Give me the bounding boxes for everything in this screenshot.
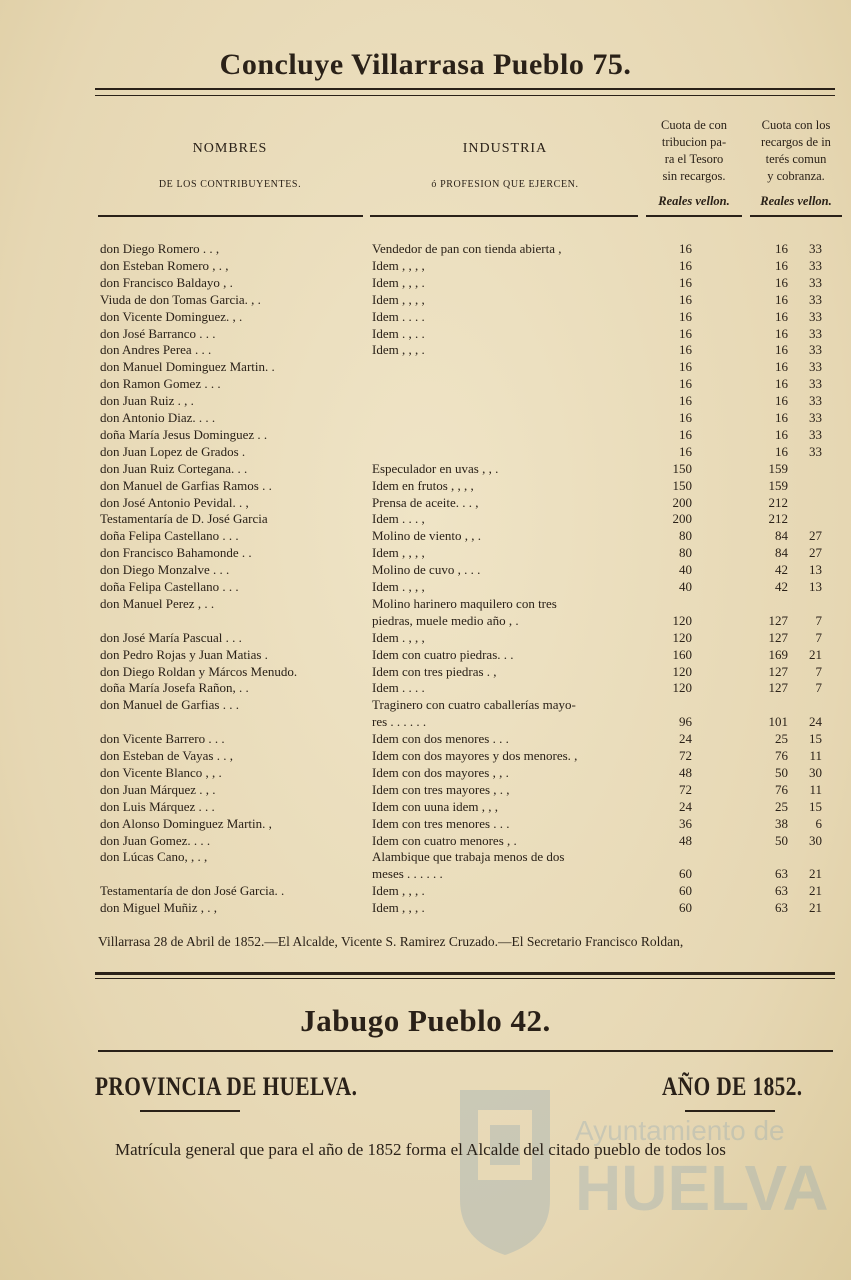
- cuota-recargos-maravedis-cell: 33: [809, 426, 822, 442]
- header-nombres: NOMBRES: [192, 141, 268, 156]
- table-row: [0, 882, 851, 899]
- cuota-tesoro-cell: 16: [679, 291, 692, 307]
- header-cuota-recargos-line: terés comun: [765, 152, 827, 166]
- cuota-tesoro-cell: 16: [679, 241, 692, 256]
- cuota-recargos-maravedis-cell: 33: [809, 376, 822, 392]
- cuota-recargos-maravedis-cell: 33: [809, 359, 822, 375]
- table-row: [0, 899, 851, 916]
- title-rule-thin: [95, 95, 835, 96]
- cuota-recargos-reales-cell: 42: [775, 562, 788, 578]
- industria-cell: Idem con tres piedras . ,: [372, 663, 497, 679]
- cuota-recargos-reales-cell: 16: [775, 325, 788, 341]
- table-row: [0, 443, 851, 460]
- industria-cell: Especulador en uvas , , .: [372, 460, 499, 476]
- header-cuota-tesoro: [644, 117, 744, 185]
- contribuyente-name: don Lúcas Cano, , . ,: [100, 849, 208, 865]
- contribuyente-name: don Francisco Bahamonde . .: [100, 545, 252, 561]
- cuota-tesoro-cell: 16: [679, 443, 692, 459]
- page-title: Concluye Villarrasa Pueblo 75.: [219, 48, 632, 81]
- cuota-recargos-maravedis-cell: 13: [809, 579, 822, 594]
- table-row: [0, 663, 851, 680]
- industria-cell: Idem con dos mayores , , .: [372, 764, 509, 780]
- cuota-recargos-reales-cell: 16: [775, 426, 788, 442]
- header-industria-sub: ó PROFESION QUE EJERCEN.: [431, 179, 579, 190]
- table-row: [0, 629, 851, 646]
- header-cuota-recargos: [748, 117, 844, 185]
- cuota-recargos-maravedis-cell: 15: [809, 731, 822, 747]
- cuota-tesoro-cell: 48: [679, 764, 692, 780]
- cuota-tesoro-cell: 16: [679, 426, 692, 442]
- cuota-recargos-maravedis-cell: 33: [809, 325, 822, 341]
- header-cuota-tesoro-line: ra el Tesoro: [664, 152, 724, 166]
- cuota-tesoro-cell: 40: [679, 562, 692, 578]
- cuota-tesoro-cell: 96: [679, 714, 692, 730]
- industria-cell: Idem . , . .: [372, 325, 425, 341]
- cuota-tesoro-cell: 150: [672, 460, 692, 476]
- table-row: [0, 460, 851, 477]
- cuota-tesoro-cell: 80: [679, 545, 692, 561]
- table-row: [0, 409, 851, 426]
- cuota-recargos-reales-cell: 16: [775, 410, 788, 425]
- cuota-recargos-reales-cell: 63: [775, 866, 788, 882]
- cuota-recargos-reales-cell: 16: [775, 308, 788, 324]
- cuota-tesoro-cell: 72: [679, 748, 692, 763]
- contribuyente-name: don Diego Monzalve . . .: [100, 562, 230, 578]
- header-cuota-recargos-unit: Reales vellon.: [760, 194, 832, 208]
- cuota-recargos-reales-cell: 127: [768, 663, 788, 679]
- cuota-recargos-maravedis-cell: 13: [809, 562, 822, 578]
- cuota-recargos-maravedis-cell: 33: [809, 410, 822, 425]
- table-row: [0, 527, 851, 544]
- contribuyente-name: doña Felipa Castellano . . .: [100, 579, 239, 594]
- table-row: [0, 561, 851, 578]
- industria-cell: Idem con tres menores . . .: [372, 815, 510, 831]
- industria-cell: meses . . . . . .: [372, 866, 443, 882]
- industria-cell: Molino de viento , , .: [372, 528, 482, 544]
- cuota-recargos-reales-cell: 84: [775, 545, 788, 561]
- cuota-recargos-maravedis-cell: 11: [809, 748, 822, 763]
- header-cuota-recargos-line: Cuota con los: [761, 118, 831, 132]
- cuota-recargos-reales-cell: 16: [775, 393, 788, 409]
- cuota-recargos-maravedis-cell: 21: [809, 646, 822, 662]
- contribuyente-name: don Luis Márquez . . .: [100, 798, 215, 814]
- cuota-recargos-reales-cell: 127: [768, 629, 788, 645]
- contribuyente-name: don Alonso Dominguez Martin. ,: [100, 815, 272, 831]
- table-row: [0, 679, 851, 696]
- contribuyente-name: don Esteban de Vayas . . ,: [100, 748, 233, 763]
- contribuyente-name: don Andres Perea . . .: [100, 342, 212, 358]
- cuota-recargos-reales-cell: 169: [768, 646, 788, 662]
- cuota-recargos-reales-cell: 16: [775, 443, 788, 459]
- table-row: [0, 375, 851, 392]
- cuota-recargos-reales-cell: 16: [775, 291, 788, 307]
- cuota-tesoro-cell: 60: [679, 900, 692, 916]
- cuota-recargos-maravedis-cell: 7: [815, 612, 822, 628]
- cuota-recargos-maravedis-cell: 21: [809, 900, 822, 916]
- cuota-tesoro-cell: 16: [679, 274, 692, 290]
- industria-cell: Idem . , , ,: [372, 629, 425, 645]
- cuota-recargos-maravedis-cell: 7: [815, 663, 822, 679]
- ornament-rule: [140, 1110, 240, 1112]
- table-row: [0, 257, 851, 274]
- watermark-text: HUELVA: [575, 1152, 829, 1224]
- contribuyente-name: doña Felipa Castellano . . .: [100, 528, 239, 544]
- cuota-tesoro-cell: 36: [679, 815, 692, 831]
- industria-cell: Idem . . . ,: [372, 511, 425, 527]
- section-rule: [95, 972, 835, 975]
- contribuyente-name: don Juan Lopez de Grados .: [100, 443, 246, 459]
- cuota-recargos-maravedis-cell: 21: [809, 866, 822, 882]
- cuota-recargos-reales-cell: 63: [775, 900, 788, 916]
- industria-cell: res . . . . . .: [372, 714, 427, 730]
- header-industria: INDUSTRIA: [462, 141, 548, 156]
- industria-cell: Idem con dos menores . . .: [372, 731, 509, 747]
- cuota-recargos-reales-cell: 16: [775, 342, 788, 358]
- cuota-tesoro-cell: 24: [679, 798, 692, 814]
- contribuyente-name: don Miguel Muñiz , . ,: [100, 900, 217, 916]
- header-rule: [646, 215, 742, 217]
- industria-cell: Idem con tres mayores , . ,: [372, 781, 510, 797]
- cuota-tesoro-cell: 200: [672, 494, 692, 510]
- industria-cell: Idem , , , .: [372, 900, 425, 916]
- cuota-tesoro-cell: 150: [672, 477, 692, 493]
- contribuyente-name: don Antonio Diaz. . . .: [100, 410, 216, 425]
- industria-cell: Idem con dos mayores y dos menores. ,: [372, 748, 578, 763]
- industria-cell: Alambique que trabaja menos de dos: [372, 849, 565, 865]
- cuota-recargos-reales-cell: 159: [768, 460, 788, 476]
- table-row: [0, 696, 851, 713]
- cuota-recargos-maravedis-cell: 21: [809, 883, 822, 899]
- cuota-recargos-maravedis-cell: 6: [815, 815, 822, 831]
- intro-text: Matrícula general que para el año de 1852 forma el Alcalde del citado pueblo de todos los: [115, 1140, 726, 1159]
- contribuyente-name: don Diego Roldan y Márcos Menudo.: [100, 663, 298, 679]
- table-row: [0, 578, 851, 595]
- table-row: [0, 764, 851, 781]
- contribuyente-name: don Diego Romero . . ,: [100, 241, 220, 256]
- industria-cell: Idem . . . .: [372, 308, 425, 324]
- table-row: [0, 865, 851, 882]
- cuota-recargos-reales-cell: 16: [775, 241, 788, 256]
- cuota-recargos-reales-cell: 25: [775, 731, 788, 747]
- contribuyente-name: Viuda de don Tomas Garcia. , .: [100, 291, 261, 307]
- header-rule: [98, 215, 363, 217]
- industria-cell: Traginero con cuatro caballerías mayo-: [372, 697, 576, 713]
- contribuyente-name: don Ramon Gomez . . .: [100, 376, 221, 392]
- cuota-tesoro-cell: 120: [672, 680, 692, 696]
- cuota-recargos-maravedis-cell: 33: [809, 393, 822, 409]
- contribuyente-name: don Juan Ruiz Cortegana. . .: [100, 460, 248, 476]
- header-cuota-recargos-line: recargos de in: [761, 135, 831, 149]
- table-row: [0, 815, 851, 832]
- cuota-tesoro-cell: 16: [679, 342, 692, 358]
- contribuyente-name: don Pedro Rojas y Juan Matias .: [100, 646, 268, 662]
- contribuyente-name: doña María Josefa Rañon, . .: [100, 680, 249, 696]
- cuota-recargos-reales-cell: 159: [768, 477, 788, 493]
- table-row: [0, 730, 851, 747]
- cuota-recargos-maravedis-cell: 27: [809, 528, 822, 544]
- industria-cell: Idem , , , ,: [372, 257, 425, 273]
- cuota-recargos-maravedis-cell: 33: [809, 274, 822, 290]
- table-row: [0, 848, 851, 865]
- table-row: [0, 477, 851, 494]
- anio-heading: AÑO DE 1852.: [662, 1072, 803, 1101]
- contribuyente-name: don Esteban Romero , . ,: [100, 257, 229, 273]
- watermark-text: Ayuntamiento de: [575, 1115, 785, 1146]
- contribuyente-name: don José Antonio Pevidal. . ,: [100, 494, 249, 510]
- cuota-tesoro-cell: 16: [679, 410, 692, 425]
- industria-cell: Prensa de aceite. . . ,: [372, 494, 479, 510]
- table-row: [0, 747, 851, 764]
- industria-cell: Idem con uuna idem , , ,: [372, 798, 498, 814]
- cuota-recargos-reales-cell: 42: [775, 579, 788, 594]
- industria-cell: Idem con cuatro piedras. . .: [372, 646, 514, 662]
- contribuyente-name: don José María Pascual . . .: [100, 629, 242, 645]
- cuota-recargos-maravedis-cell: 11: [809, 781, 822, 797]
- contribuyente-name: don José Barranco . . .: [100, 325, 216, 341]
- cuota-recargos-reales-cell: 16: [775, 257, 788, 273]
- cuota-recargos-maravedis-cell: 7: [815, 629, 822, 645]
- cuota-recargos-reales-cell: 76: [775, 748, 788, 763]
- header-cuota-recargos-line: y cobranza.: [767, 169, 825, 183]
- table-row: [0, 781, 851, 798]
- industria-cell: Idem en frutos , , , ,: [372, 477, 474, 493]
- contribuyente-name: don Juan Márquez . , .: [100, 781, 216, 797]
- contribuyente-name: don Francisco Baldayo , .: [100, 274, 233, 290]
- cuota-tesoro-cell: 48: [679, 832, 692, 848]
- cuota-recargos-reales-cell: 38: [775, 815, 788, 831]
- header-cuota-tesoro-line: Cuota de con: [661, 118, 727, 132]
- industria-cell: Molino de cuvo , . . .: [372, 562, 481, 578]
- industria-cell: Vendedor de pan con tienda abierta ,: [372, 241, 562, 256]
- table-row: [0, 510, 851, 527]
- contribuyente-name: doña María Jesus Dominguez . .: [100, 426, 268, 442]
- cuota-recargos-reales-cell: 101: [768, 714, 788, 730]
- cuota-tesoro-cell: 72: [679, 781, 692, 797]
- contribuyente-name: Testamentaría de don José Garcia. .: [100, 883, 285, 899]
- table-row: [0, 274, 851, 291]
- table-row: [0, 308, 851, 325]
- cuota-recargos-maravedis-cell: 33: [809, 308, 822, 324]
- section-rule-thin: [95, 978, 835, 979]
- cuota-tesoro-cell: 60: [679, 883, 692, 899]
- cuota-recargos-maravedis-cell: 33: [809, 291, 822, 307]
- cuota-tesoro-cell: 60: [679, 866, 692, 882]
- table-row: [0, 612, 851, 629]
- title-rule: [95, 88, 835, 90]
- industria-cell: Idem . , , ,: [372, 579, 425, 594]
- cuota-tesoro-cell: 160: [672, 646, 692, 662]
- table-row: [0, 358, 851, 375]
- cuota-tesoro-cell: 16: [679, 359, 692, 375]
- table-row: [0, 595, 851, 612]
- cuota-recargos-reales-cell: 212: [768, 494, 788, 510]
- contribuyente-name: don Vicente Blanco , , .: [100, 764, 222, 780]
- industria-cell: Idem . . . .: [372, 680, 425, 696]
- cuota-recargos-reales-cell: 50: [775, 832, 788, 848]
- cuota-tesoro-cell: 200: [672, 511, 692, 527]
- cuota-tesoro-cell: 24: [679, 731, 692, 747]
- header-rule: [370, 215, 638, 217]
- cuota-tesoro-cell: 16: [679, 308, 692, 324]
- cuota-tesoro-cell: 40: [679, 579, 692, 594]
- ornament-rule: [685, 1110, 775, 1112]
- cuota-recargos-reales-cell: 127: [768, 680, 788, 696]
- cuota-recargos-maravedis-cell: 30: [809, 832, 822, 848]
- header-rule: [750, 215, 842, 217]
- table-row: [0, 646, 851, 663]
- contribuyente-name: Testamentaría de D. José Garcia: [100, 511, 268, 527]
- cuota-tesoro-cell: 16: [679, 376, 692, 392]
- cuota-tesoro-cell: 16: [679, 257, 692, 273]
- table-row: [0, 392, 851, 409]
- table-row: [0, 325, 851, 342]
- industria-cell: Idem con cuatro menores , .: [372, 832, 517, 848]
- cuota-tesoro-cell: 120: [672, 663, 692, 679]
- cuota-recargos-reales-cell: 76: [775, 781, 788, 797]
- second-title-rule: [98, 1050, 833, 1052]
- contribuyente-name: don Vicente Dominguez. , .: [100, 308, 243, 324]
- table-row: [0, 426, 851, 443]
- cuota-recargos-reales-cell: 16: [775, 376, 788, 392]
- table-row: [0, 240, 851, 257]
- contribuyente-name: don Manuel Perez , . .: [100, 595, 215, 611]
- table-row: [0, 713, 851, 730]
- provincia-heading: PROVINCIA DE HUELVA.: [95, 1072, 358, 1101]
- cuota-tesoro-cell: 120: [672, 629, 692, 645]
- cuota-recargos-maravedis-cell: 33: [809, 257, 822, 273]
- industria-cell: Idem , , , .: [372, 883, 425, 899]
- table-row: [0, 832, 851, 849]
- signature-line: Villarrasa 28 de Abril de 1852.—El Alcalde, Vicente S. Ramirez Cruzado.—El Secretario Francisco Roldan,: [98, 934, 684, 949]
- industria-cell: Idem , , , ,: [372, 291, 425, 307]
- cuota-recargos-maravedis-cell: 27: [809, 545, 822, 561]
- cuota-recargos-maravedis-cell: 30: [809, 764, 822, 780]
- cuota-recargos-maravedis-cell: 33: [809, 241, 822, 256]
- cuota-recargos-reales-cell: 16: [775, 359, 788, 375]
- cuota-recargos-maravedis-cell: 33: [809, 342, 822, 358]
- cuota-recargos-reales-cell: 63: [775, 883, 788, 899]
- cuota-recargos-reales-cell: 212: [768, 511, 788, 527]
- table-row: [0, 291, 851, 308]
- cuota-recargos-maravedis-cell: 15: [809, 798, 822, 814]
- contribuyente-name: don Manuel de Garfias . . .: [100, 697, 239, 713]
- cuota-recargos-reales-cell: 84: [775, 528, 788, 544]
- cuota-recargos-maravedis-cell: 24: [809, 714, 822, 730]
- industria-cell: Molino harinero maquilero con tres: [372, 595, 557, 611]
- contribuyente-name: don Juan Gomez. . . .: [100, 832, 211, 848]
- cuota-recargos-reales-cell: 50: [775, 764, 788, 780]
- cuota-tesoro-cell: 16: [679, 325, 692, 341]
- cuota-recargos-reales-cell: 25: [775, 798, 788, 814]
- cuota-recargos-maravedis-cell: 7: [815, 680, 822, 696]
- header-cuota-tesoro-line: sin recargos.: [662, 169, 726, 183]
- table-row: [0, 494, 851, 511]
- table-row: [0, 341, 851, 358]
- contribuyente-name: don Juan Ruiz . , .: [100, 393, 194, 409]
- cuota-recargos-maravedis-cell: 33: [809, 443, 822, 459]
- cuota-tesoro-cell: 16: [679, 393, 692, 409]
- cuota-recargos-reales-cell: 127: [768, 612, 788, 628]
- industria-cell: piedras, muele medio año , .: [372, 612, 519, 628]
- contribuyente-name: don Vicente Barrero . . .: [100, 731, 225, 747]
- industria-cell: Idem , , , ,: [372, 545, 425, 561]
- industria-cell: Idem , , , .: [372, 342, 425, 358]
- table-row: [0, 544, 851, 561]
- cuota-recargos-reales-cell: 16: [775, 274, 788, 290]
- second-title: Jabugo Pueblo 42.: [300, 1003, 551, 1038]
- cuota-tesoro-cell: 80: [679, 528, 692, 544]
- industria-cell: Idem , , , .: [372, 274, 425, 290]
- header-cuota-tesoro-line: tribucion pa-: [661, 135, 727, 149]
- cuota-tesoro-cell: 120: [672, 612, 692, 628]
- contribuyente-name: don Manuel de Garfias Ramos . .: [100, 477, 272, 493]
- header-nombres-sub: DE LOS CONTRIBUYENTES.: [158, 179, 302, 190]
- contribuyente-name: don Manuel Dominguez Martin. .: [100, 359, 275, 375]
- table-row: [0, 798, 851, 815]
- header-cuota-tesoro-unit: Reales vellon.: [658, 194, 730, 208]
